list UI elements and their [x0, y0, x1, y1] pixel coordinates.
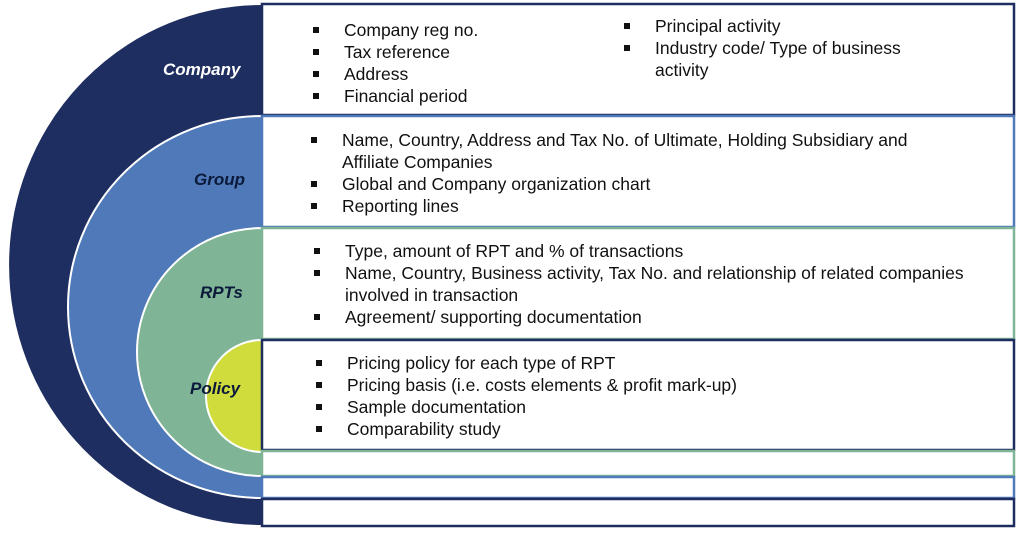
- group-box-bottom: [262, 477, 1014, 498]
- company-box-bottom: [262, 499, 1014, 526]
- list-item: Tax reference: [312, 41, 602, 63]
- list-item: Comparability study: [315, 418, 975, 440]
- list-item: Reporting lines: [310, 195, 950, 217]
- list-item: Name, Country, Business activity, Tax No. and relationship of related companies involved in transaction: [313, 262, 973, 306]
- rpts-box-bottom: [262, 451, 1014, 476]
- rpts-items: [313, 240, 973, 328]
- group-items: [310, 129, 950, 217]
- list-item: Financial period: [312, 85, 602, 107]
- list-item: Company reg no.: [312, 19, 602, 41]
- list-item: Agreement/ supporting documentation: [313, 306, 973, 328]
- list-item: Principal activity: [623, 15, 953, 37]
- rpts-label: RPTs: [200, 283, 243, 302]
- list-item: Pricing basis (i.e. costs elements & profit mark-up): [315, 374, 975, 396]
- list-item: Address: [312, 63, 602, 85]
- policy-label: Policy: [190, 379, 241, 398]
- company-label: Company: [163, 60, 241, 79]
- list-item: Sample documentation: [315, 396, 975, 418]
- list-item: Name, Country, Address and Tax No. of Ultimate, Holding Subsidiary and Affiliate Companies: [310, 129, 950, 173]
- list-item: Global and Company organization chart: [310, 173, 950, 195]
- company-items-left: [312, 19, 602, 107]
- list-item: Pricing policy for each type of RPT: [315, 352, 975, 374]
- list-item: Type, amount of RPT and % of transactions: [313, 240, 973, 262]
- list-item: Industry code/ Type of business activity: [623, 37, 953, 81]
- company-items-right: [623, 15, 953, 81]
- group-label: Group: [194, 170, 245, 189]
- policy-items: [315, 352, 975, 440]
